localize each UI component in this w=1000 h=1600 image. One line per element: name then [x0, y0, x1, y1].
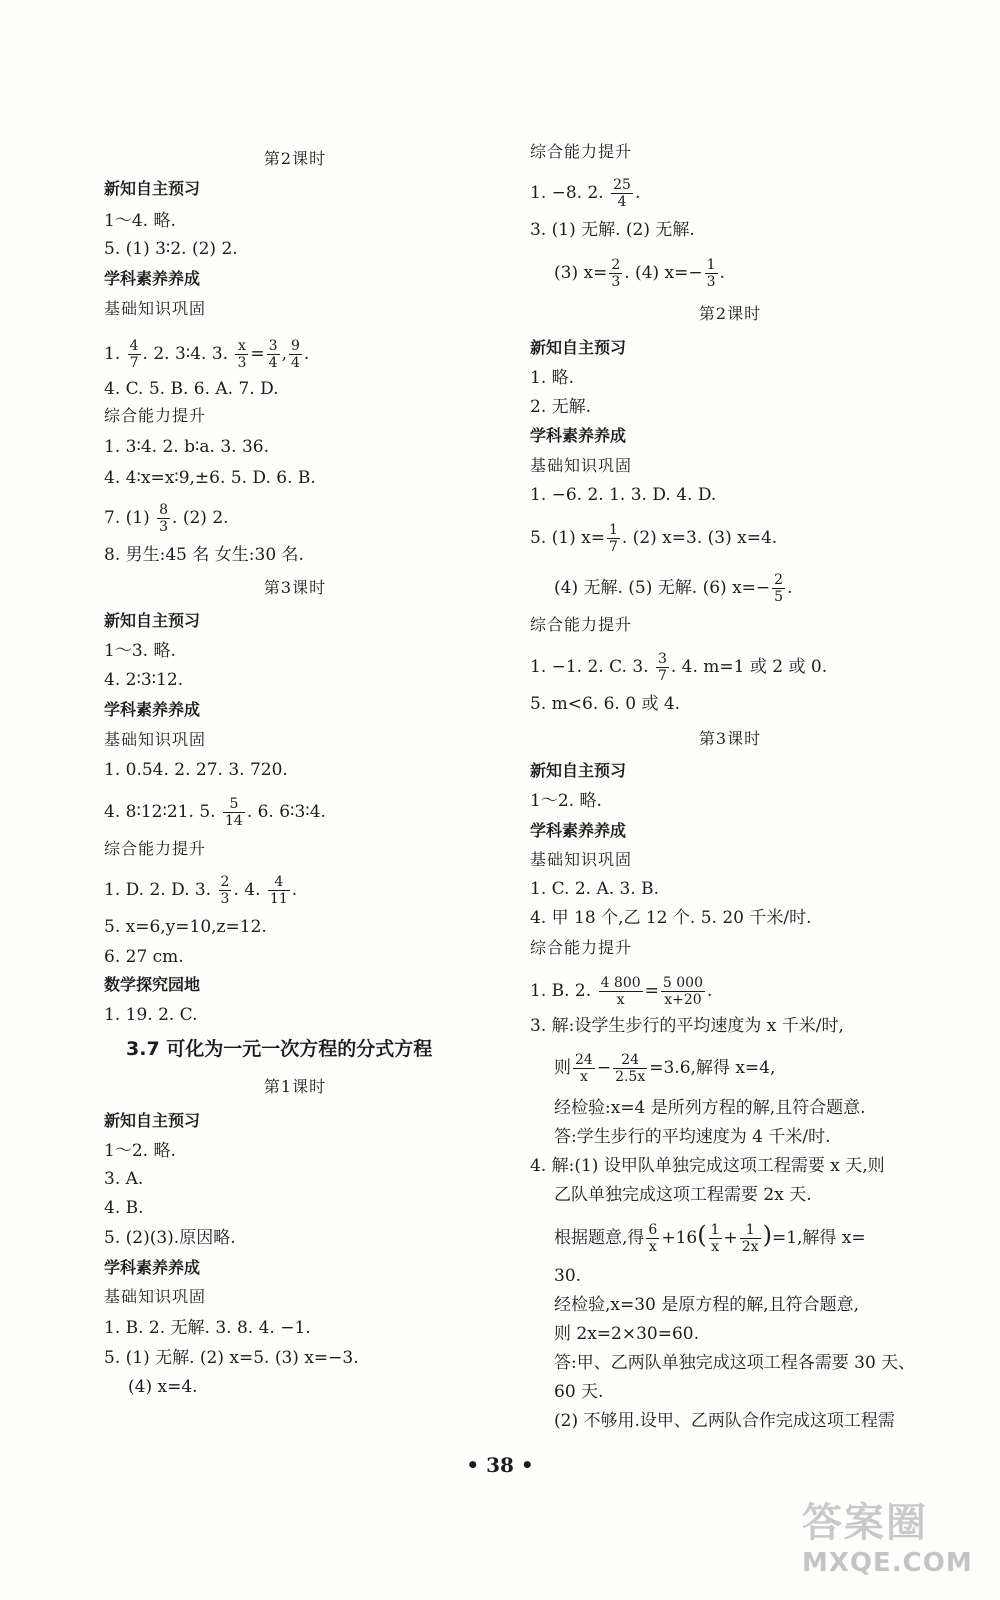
subsection-heading: 综合能力提升 [104, 406, 207, 425]
numerator: 5 [223, 796, 245, 813]
answer-line [104, 796, 326, 829]
paren-open: ( [697, 1221, 707, 1249]
answer-line: 经检验,x=30 是原方程的解,且符合题意, [554, 1295, 860, 1315]
subsection-heading: 综合能力提升 [104, 839, 207, 858]
watermark-logo [802, 1491, 982, 1586]
fraction [646, 1222, 659, 1255]
denominator: x [579, 1069, 588, 1085]
denominator: 5 [774, 589, 784, 605]
text: . [291, 880, 298, 900]
numerator: 1 [710, 1222, 720, 1238]
answer-line [104, 874, 297, 907]
fraction [268, 874, 290, 907]
answer-line: 1～2. 略. [530, 791, 602, 811]
text: . (2) 2. [172, 508, 229, 528]
fraction [607, 522, 620, 555]
denominator: 4 [290, 355, 300, 371]
numerator: 3 [657, 651, 667, 667]
answer-line: (4) x=4. [128, 1377, 198, 1397]
text: + [723, 1228, 738, 1248]
text: =3.6,解得 x=4, [649, 1058, 776, 1078]
lesson-heading: 第3课时 [263, 578, 327, 597]
answer-line: 5. m<6. 6. 0 或 4. [530, 694, 681, 714]
numerator: 5 000 [662, 975, 703, 991]
answer-line [104, 338, 309, 371]
answer-line: 1. 0.54. 2. 27. 3. 720. [104, 760, 288, 780]
answer-line: 5. x=6,y=10,z=12. [104, 917, 267, 937]
fraction [219, 874, 232, 907]
fraction [656, 651, 669, 684]
denominator: 4 [268, 355, 278, 371]
text: . 6. 6∶3∶4. [246, 802, 326, 822]
section-heading: 学科素养养成 [104, 700, 201, 719]
answer-line [530, 522, 777, 555]
answer-line: 4. 解:(1) 设甲队单独完成这项工程需要 x 天,则 [530, 1156, 885, 1176]
answer-line [554, 1052, 775, 1085]
watermark-mark: 答案圈 [802, 1500, 928, 1546]
text: 根据题意,得 [554, 1228, 645, 1248]
numerator: 2 [774, 572, 784, 588]
denominator: 2.5x [615, 1069, 646, 1085]
numerator: 2 [611, 257, 621, 273]
answer-line: 8. 男生:45 名 女生:30 名. [104, 545, 304, 565]
text: 1. [104, 344, 126, 364]
numerator: 25 [613, 177, 631, 193]
fraction [772, 572, 785, 605]
text: − [596, 1058, 612, 1078]
section-heading: 学科素养养成 [104, 1258, 201, 1277]
section-heading: 学科素养养成 [530, 426, 627, 445]
chapter-title: 3.7 可化为一元一次方程的分式方程 [126, 1038, 433, 1060]
numerator: 2 [220, 874, 230, 890]
text: 5. (1) x= [530, 528, 605, 548]
numerator: 8 [159, 502, 169, 518]
fraction [223, 796, 245, 829]
answer-line: 1～4. 略. [104, 211, 176, 231]
answer-line: 1. B. 2. 无解. 3. 8. 4. −1. [104, 1318, 311, 1338]
denominator: 3 [159, 519, 169, 535]
text: = [644, 981, 659, 1001]
section-heading: 新知自主预习 [104, 179, 201, 198]
answer-line [530, 177, 640, 210]
text: . [634, 183, 641, 203]
denominator: x [648, 1239, 657, 1255]
denominator: 3 [706, 274, 716, 290]
lesson-heading: 第2课时 [698, 304, 762, 323]
answer-line: 答:学生步行的平均速度为 4 千米/时. [554, 1127, 831, 1147]
text: . 4. [233, 880, 266, 900]
denominator: 3 [237, 355, 247, 371]
answer-line: 5. (1) 3∶2. (2) 2. [104, 239, 238, 259]
text: . [707, 981, 713, 1001]
answer-line [554, 572, 792, 605]
section-heading: 新知自主预习 [530, 761, 627, 780]
denominator: 7 [608, 539, 618, 555]
watermark-url: MXQE.COM [802, 1548, 973, 1578]
numerator: 9 [290, 338, 300, 354]
denominator: 11 [269, 891, 288, 907]
fraction [599, 975, 643, 1008]
lesson-heading: 第2课时 [263, 149, 327, 168]
answer-line [530, 975, 712, 1008]
page-number: • 38 • [466, 1453, 534, 1477]
fraction [289, 338, 302, 371]
section-heading: 新知自主预习 [104, 1111, 201, 1130]
numerator: 3 [268, 338, 278, 354]
answer-line: 1. 略. [530, 368, 575, 388]
fraction [235, 338, 248, 371]
answer-line: 60 天. [554, 1382, 604, 1402]
denominator: 2x [741, 1239, 759, 1255]
fraction [661, 975, 705, 1008]
answer-line [554, 257, 725, 290]
denominator: 7 [129, 355, 139, 371]
text: 1. −8. 2. [530, 183, 610, 203]
answer-line: 3. 解:设学生步行的平均速度为 x 千米/时, [530, 1016, 844, 1036]
text: =1,解得 x= [771, 1228, 866, 1248]
subsection-heading: 基础知识巩固 [104, 730, 207, 749]
section-heading: 新知自主预习 [104, 611, 201, 630]
text: . [303, 344, 310, 364]
denominator: x [711, 1239, 719, 1255]
paren-close: ) [762, 1221, 772, 1249]
denominator: 14 [224, 813, 243, 829]
answer-line: 1. C. 2. A. 3. B. [530, 879, 660, 899]
fraction [267, 338, 280, 371]
answer-line: 1～2. 略. [104, 1141, 176, 1161]
section-heading: 新知自主预习 [530, 338, 627, 357]
answer-line [554, 1222, 866, 1255]
answer-line: 3. (1) 无解. (2) 无解. [530, 220, 695, 240]
text: 则 [554, 1058, 571, 1078]
lesson-heading: 第1课时 [263, 1077, 327, 1096]
text: . (2) x=3. (3) x=4. [621, 528, 778, 548]
answer-line: 30. [554, 1266, 582, 1286]
fraction [128, 338, 141, 371]
text: 1. −1. 2. C. 3. [530, 657, 654, 677]
answer-line: 1. 3∶4. 2. b∶a. 3. 36. [104, 437, 270, 457]
answer-line: 4. C. 5. B. 6. A. 7. D. [104, 379, 279, 399]
numerator: 1 [608, 522, 618, 538]
section-heading: 学科素养养成 [530, 821, 627, 840]
answer-line: 则 2x=2×30=60. [554, 1324, 700, 1344]
denominator: x [616, 992, 625, 1008]
numerator: 1 [706, 257, 716, 273]
denominator: 4 [617, 194, 627, 210]
text: 4. 8∶12∶21. 5. [104, 802, 221, 822]
answer-line: 5. (2)(3).原因略. [104, 1228, 236, 1248]
denominator: 3 [220, 891, 230, 907]
answer-line: 4. B. [104, 1198, 144, 1218]
answer-line: 经检验:x=4 是所列方程的解,且符合题意. [554, 1098, 866, 1118]
subsection-heading: 综合能力提升 [530, 142, 633, 161]
text: . [787, 578, 793, 598]
numerator: 24 [575, 1052, 593, 1068]
text: +16 [661, 1228, 698, 1248]
answer-line: 2. 无解. [530, 397, 592, 417]
text: = [250, 344, 265, 364]
text: . (4) x=− [624, 263, 703, 283]
text: 7. (1) [104, 508, 156, 528]
text: (4) 无解. (5) 无解. (6) x=− [554, 578, 771, 598]
subsection-heading: 基础知识巩固 [530, 456, 633, 475]
answer-line [530, 651, 827, 684]
text: (3) x= [554, 263, 608, 283]
fraction [609, 257, 622, 290]
fraction [573, 1052, 595, 1085]
numerator: 4 800 [600, 975, 641, 991]
fraction [705, 257, 718, 290]
answer-line: 1. 19. 2. C. [104, 1005, 198, 1025]
answer-line: (2) 不够用.设甲、乙两队合作完成这项工程需 [554, 1411, 895, 1431]
numerator: 6 [648, 1222, 658, 1238]
subsection-heading: 基础知识巩固 [530, 850, 633, 869]
text: . 2. 3∶4. 3. [142, 344, 234, 364]
denominator: x+20 [664, 992, 702, 1008]
subsection-heading: 基础知识巩固 [104, 299, 207, 318]
subsection-heading: 综合能力提升 [530, 938, 633, 957]
text: . 4. m=1 或 2 或 0. [670, 657, 828, 677]
answer-line [104, 502, 229, 535]
denominator: 7 [657, 668, 667, 684]
answer-line: 1. −6. 2. 1. 3. D. 4. D. [530, 485, 717, 505]
denominator: 3 [611, 274, 621, 290]
fraction [611, 177, 633, 210]
answer-line: 4. 甲 18 个,乙 12 个. 5. 20 千米/时. [530, 908, 812, 928]
subsection-heading: 基础知识巩固 [104, 1287, 207, 1306]
numerator: 24 [613, 1052, 647, 1069]
subsection-heading: 综合能力提升 [530, 615, 633, 634]
fraction [740, 1222, 761, 1255]
text: , [281, 344, 287, 364]
text: 1. B. 2. [530, 981, 597, 1001]
numerator: 4 [129, 338, 139, 354]
text: . [719, 263, 725, 283]
fraction [613, 1052, 647, 1085]
numerator: 1 [740, 1222, 761, 1239]
numerator: 4 [268, 874, 290, 891]
answer-line: 6. 27 cm. [104, 947, 184, 967]
lesson-heading: 第3课时 [698, 729, 762, 748]
text: 1. D. 2. D. 3. [104, 880, 217, 900]
numerator: x [235, 338, 248, 355]
answer-line: 4. 4∶x=x∶9,±6. 5. D. 6. B. [104, 468, 316, 488]
answer-line: 5. (1) 无解. (2) x=5. (3) x=−3. [104, 1348, 359, 1368]
section-heading: 数学探究园地 [104, 975, 201, 994]
answer-line: 乙队单独完成这项工程需要 2x 天. [554, 1185, 812, 1205]
answer-line: 4. 2∶3∶12. [104, 670, 184, 690]
fraction [157, 502, 170, 535]
section-heading: 学科素养养成 [104, 269, 201, 288]
answer-line: 答:甲、乙两队单独完成这项工程各需要 30 天、 [554, 1353, 916, 1373]
answer-line: 1～3. 略. [104, 641, 176, 661]
fraction [709, 1222, 722, 1255]
answer-line: 3. A. [104, 1169, 144, 1189]
